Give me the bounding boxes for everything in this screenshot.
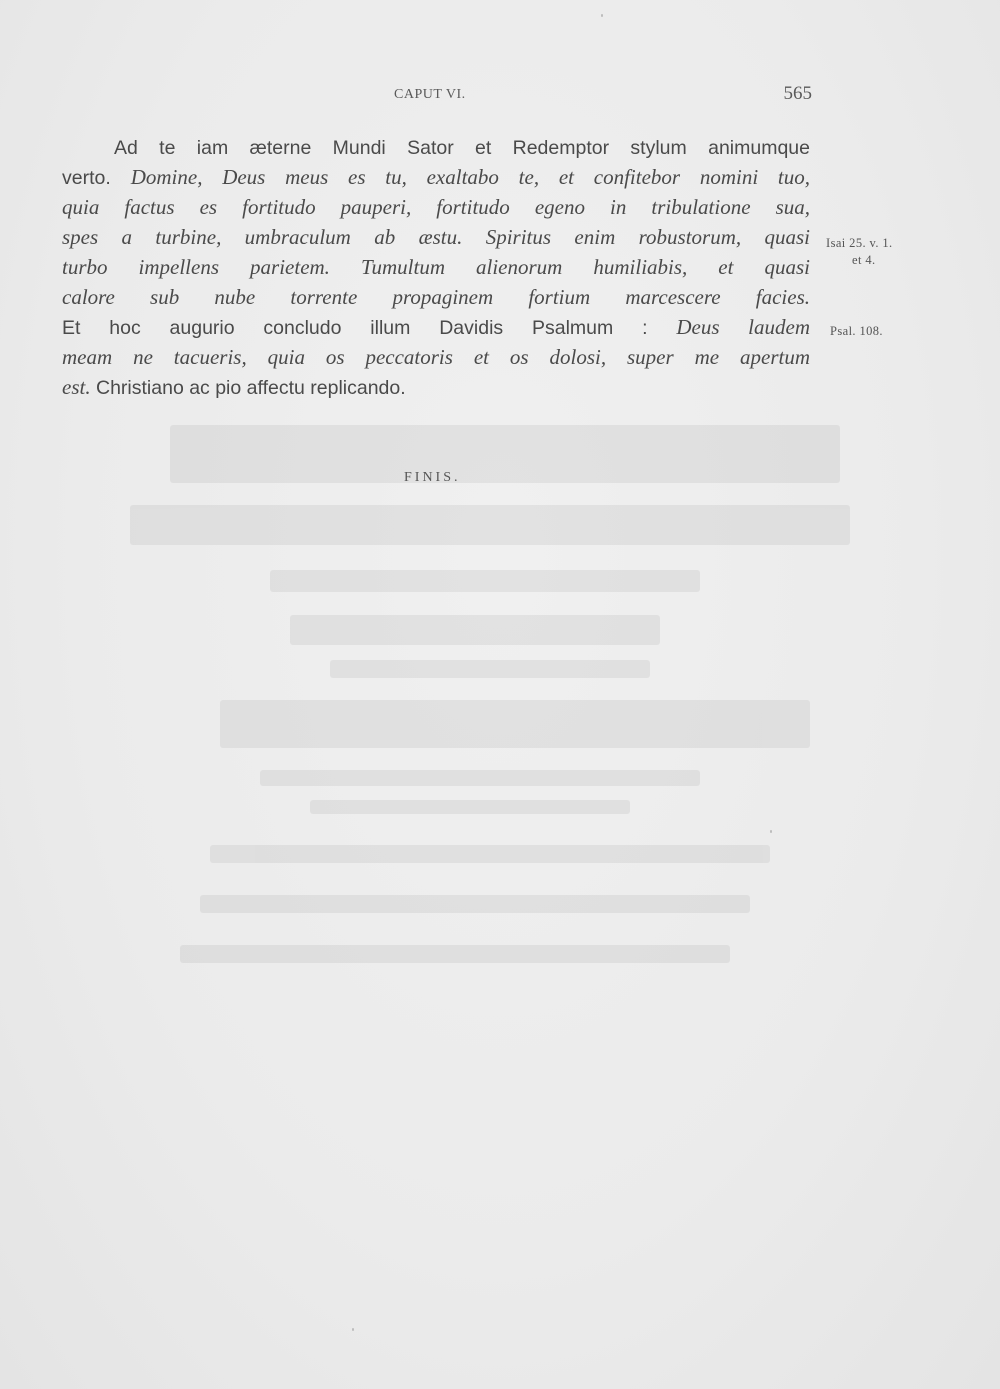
finis-label: FINIS. [404,470,461,485]
italic-quotation: meam ne tacueris, quia os peccatoris et os dolosi, super me apertum [62,345,810,369]
bleed-through-text [110,405,850,1025]
italic-quotation: turbo impellens parietem. Tumultum alienorum humiliabis, et quasi [62,255,810,279]
running-title: CAPUT VI. [394,87,466,102]
page-header [60,83,812,107]
roman-text: Christiano ac pio affectu replicando. [90,377,406,399]
italic-quotation: spes a turbine, umbraculum ab æstu. Spiritus enim robustorum, quasi [62,225,810,249]
main-text [62,132,810,402]
text-line [62,342,810,372]
roman-text: verto. [62,167,131,189]
text-line [62,372,810,402]
italic-quotation: Domine, Deus meus es tu, exaltabo te, et confitebor nomini tuo, [130,165,810,189]
text-line [62,192,810,222]
text-line [62,162,810,192]
italic-quotation: quia factus es fortitudo pauperi, fortitudo egeno in tribulatione sua, [62,195,810,219]
text-line [62,282,810,312]
paper-speck [601,14,603,17]
text-line [62,222,810,252]
text-line [62,312,810,342]
paper-speck [352,1328,354,1331]
roman-text: Ad te iam æterne Mundi Sator et Redemptor stylum animumque [114,137,810,159]
margin-note-isai-verse: et 4. [852,253,876,267]
margin-note-isai-reference: Isai 25. v. 1. [826,236,893,250]
text-line [62,132,810,162]
italic-quotation: Deus laudem [676,315,810,339]
paper-speck [770,830,772,833]
margin-note-psalm-reference: Psal. 108. [830,324,883,338]
page-number: 565 [783,83,812,104]
italic-quotation: calore sub nube torrente propaginem fortium marcescere facies. [62,285,810,309]
italic-quotation: est. [62,375,91,399]
roman-text: Et hoc augurio concludo illum Davidis Psalmum : [62,317,677,339]
text-line [62,252,810,282]
